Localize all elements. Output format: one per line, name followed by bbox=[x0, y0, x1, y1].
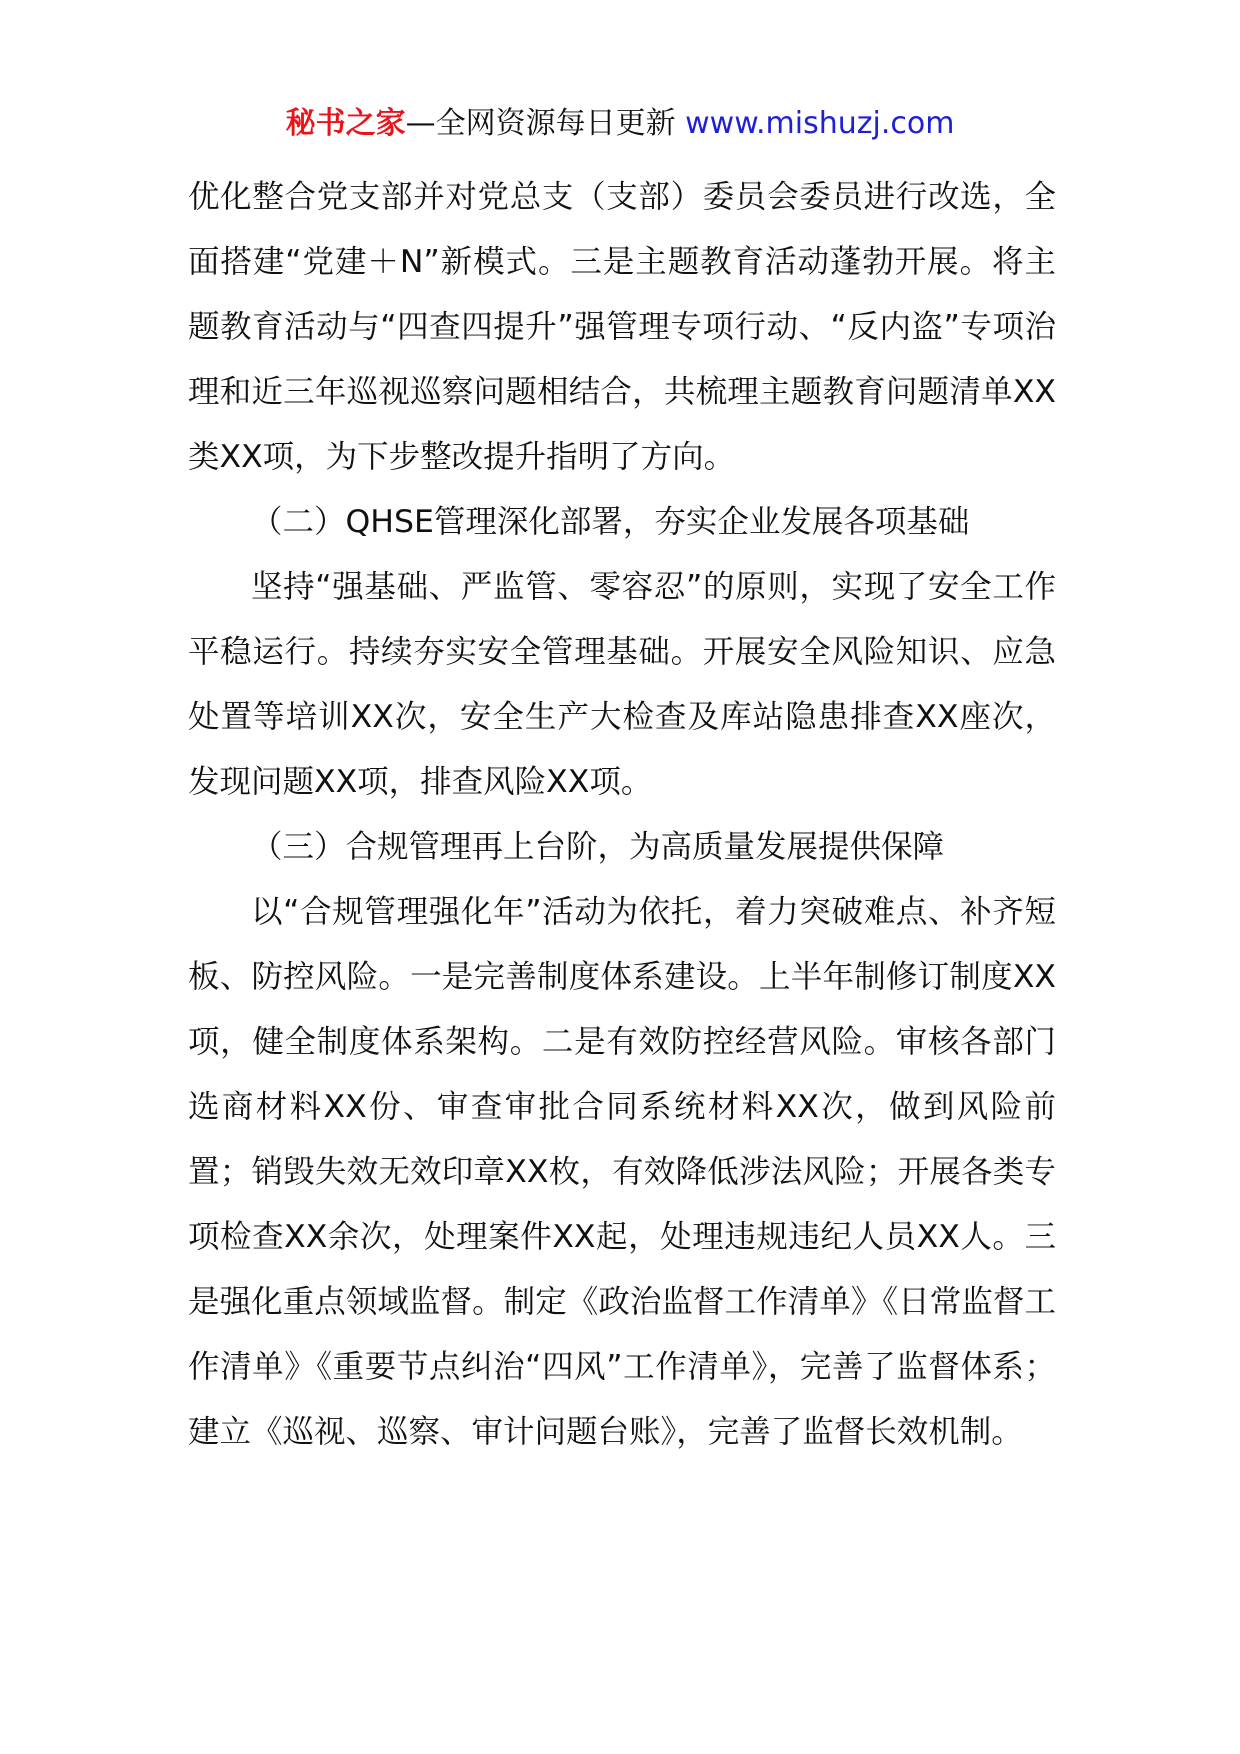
document-body bbox=[188, 165, 1056, 1465]
paragraph-compliance: 以“合规管理强化年”活动为依托，着力突破难点、补齐短板、防控风险。一是完善制度体系建设。上半年制修订制度XX项，健全制度体系架构。二是有效防控经营风险。审核各部门选商材料XX份、审查审批合同系统材料XX次，做到风险前置；销毁失效无效印章XX枚，有效降低涉法风险；开展各类专项检查XX余次，处理案件XX起，处理违规违纪人员XX人。三是强化重点领域监督。制定《政治监督工作清单》《日常监督工作清单》《重要节点纠治“四风”工作清单》，完善了监督体系；建立《巡视、巡察、审计问题台账》，完善了监督长效机制。 bbox=[188, 894, 1056, 1450]
page-header bbox=[0, 102, 1240, 146]
section-heading-2: （二）QHSE管理深化部署，夯实企业发展各项基础 bbox=[251, 504, 970, 540]
section-heading-3: （三）合规管理再上台阶，为高质量发展提供保障 bbox=[251, 829, 945, 865]
paragraph-continuation: 优化整合党支部并对党总支（支部）委员会委员进行改选，全面搭建“党建＋N”新模式。三是主题教育活动蓬勃开展。将主题教育活动与“四查四提升”强管理专项行动、“反内盗”专项治理和近三年巡视巡察问题相结合，共梳理主题教育问题清单XX类XX项，为下步整改提升指明了方向。 bbox=[188, 179, 1056, 475]
paragraph-safety: 坚持“强基础、严监管、零容忍”的原则，实现了安全工作平稳运行。持续夯实安全管理基础。开展安全风险知识、应急处置等培训XX次，安全生产大检查及库站隐患排查XX座次，发现问题XX项，排查风险XX项。 bbox=[188, 569, 1056, 800]
header-tagline: —全网资源每日更新 bbox=[405, 106, 676, 141]
website-link[interactable]: www.mishuzj.com bbox=[685, 106, 955, 141]
brand-name: 秘书之家 bbox=[285, 106, 406, 141]
